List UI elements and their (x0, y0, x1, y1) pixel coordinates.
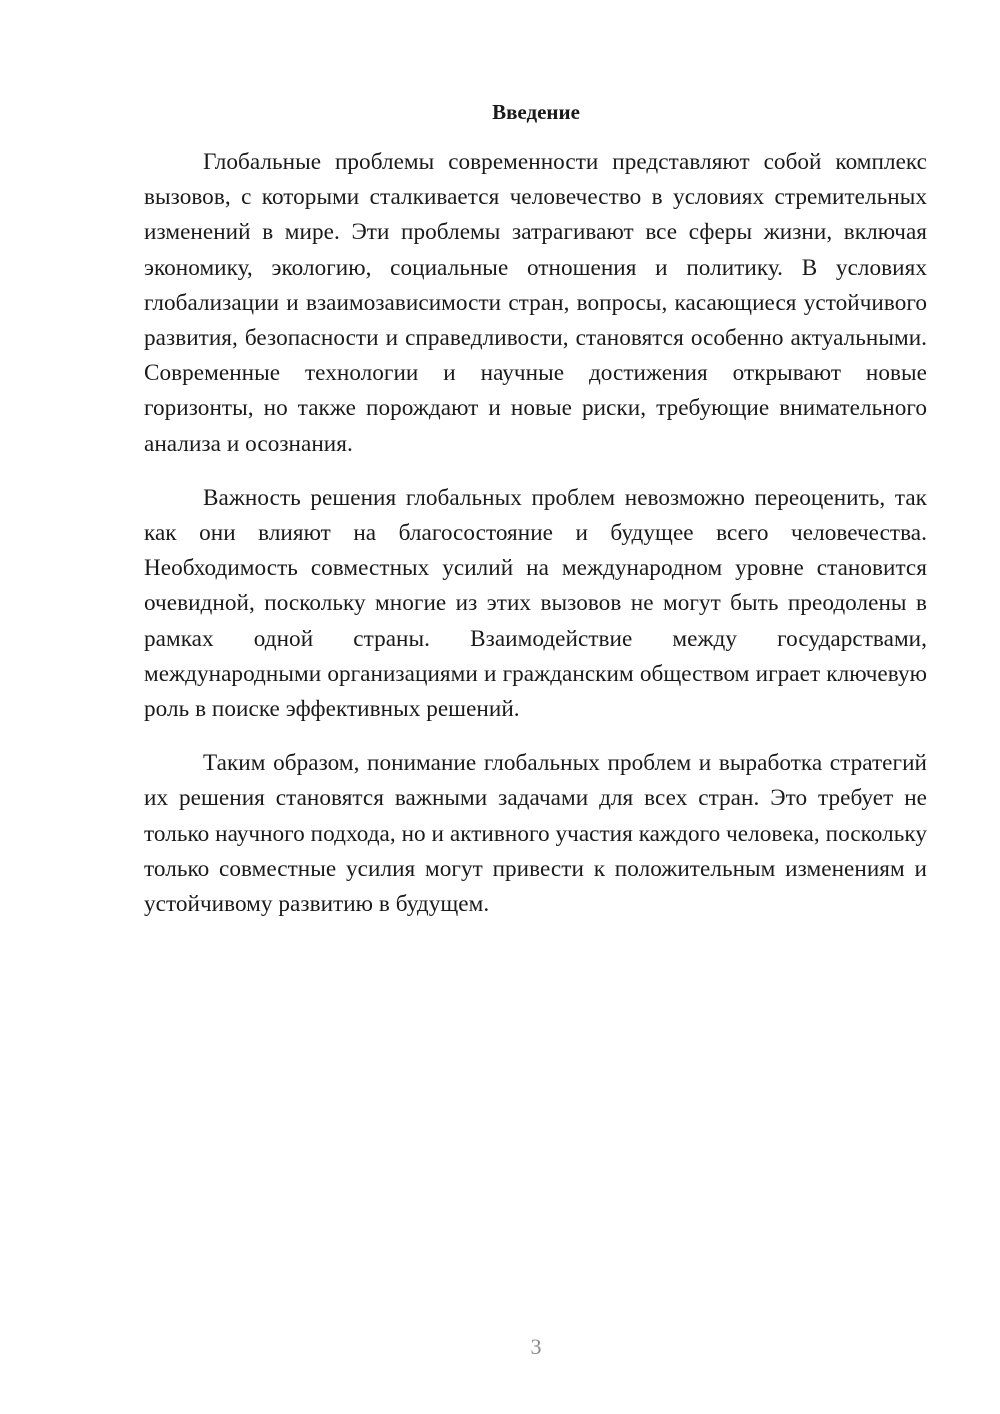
paragraph-2: Важность решения глобальных проблем невозможно переоценить, так как они влияют на благосостояние и будущее всего человечества. Необходимость совместных усилий на международном уровне становится очевидной, поскольку многие из этих вызовов не могут быть преодолены в рамках одной страны. Взаимодействие между государствами, международными организациями и гражданским обществом играет ключевую роль в поиске эффективных решений. (144, 484, 927, 723)
paragraph-1: Глобальные проблемы современности представляют собой комплекс вызовов, с которыми сталкивается человечество в условиях стремительных изменений в мире. Эти проблемы затрагивают все сферы жизни, включая экономику, экологию, социальные отношения и политику. В условиях глобализации и взаимозависимости стран, вопросы, касающиеся устойчивого развития, безопасности и справедливости, становятся особенно актуальными. Современные технологии и научные достижения открывают новые горизонты, но также порождают и новые риски, требующие внимательного анализа и осознания. (144, 149, 927, 457)
paragraph-3: Таким образом, понимание глобальных проблем и выработка стратегий их решения становятся важными задачами для всех стран. Это требует не только научного подхода, но и активного участия каждого человека, поскольку только совместные усилия могут привести к положительным изменениям и устойчивому развитию в будущем. (144, 750, 927, 918)
page-number: 3 (530, 1334, 542, 1359)
document-body (144, 98, 927, 922)
page-title: Введение (492, 100, 580, 124)
